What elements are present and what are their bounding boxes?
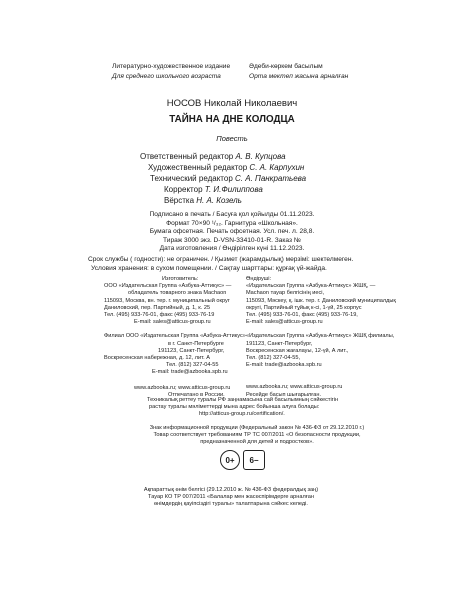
print-line: Формат 70×90 ¹/₃₂. Гарнитура «Школьная». <box>166 219 298 227</box>
cert-line: Техникалық реттеу туралы РФ заңнамасына сай басылымның сәйкестігін <box>147 397 339 403</box>
print-line: Тираж 3000 экз. D-VSN-33410-01-R. Заказ № <box>163 236 301 244</box>
book-title: ТАЙНА НА ДНЕ КОЛОДЦА <box>169 114 295 125</box>
age-rating-0-badge: 0+ <box>220 450 240 470</box>
address-line: «Издательская Группа «Азбука-Аттикус» ЖШҚ, — <box>246 283 376 290</box>
header-left <box>112 63 272 81</box>
address-line: Тел. (812) 327-04-55 <box>166 362 219 369</box>
address-line: округі, Партийный тұйық к-сі, 1-үй, 25 корпус <box>246 304 362 311</box>
header-left-line-2: Для среднего школьного возраста <box>112 73 221 81</box>
footer-line: өнімдердің қауіпсіздігі туралы» талаптарына сәйкес келеді. <box>154 501 308 508</box>
print-line: Дата изготовления / Өндірілген күні 11.12.2023. <box>159 245 305 253</box>
header-right-line-1: Әдеби-көркем басылым <box>249 63 323 70</box>
printed-in: Отпечатано в России. <box>168 391 225 398</box>
editor-line: Технический редактор С. А. Панкратьева <box>150 174 307 183</box>
sign-line: Знак информационной продукции (Федеральный закон № 436-ФЗ от 29.12.2010 г.) <box>149 425 365 431</box>
print-line: Условия хранения: в сухом помещении. / Сақтау шарттары: құрғақ үй-жайда. <box>91 264 327 272</box>
footer-info <box>106 487 356 509</box>
address-line: Филиал ООО «Издательская Группа «Азбука-Аттикус» <box>104 333 246 340</box>
age-rating-6-badge: 6− <box>243 450 265 470</box>
address-line: 115093, Москва, вн. тер. г. муниципальный округ <box>104 297 230 304</box>
editor-line: Корректор Т. И.Филиппова <box>164 185 263 194</box>
print-line: Срок службы ( годности): не ограничен. / Қызмет (жарамдылық) мерзімі: шектелмеген. <box>88 256 354 263</box>
header-right <box>249 63 409 81</box>
col-head: Изготовитель: <box>162 276 199 282</box>
kz-certification <box>147 397 338 419</box>
address-line: E-mail: sales@atticus-group.ru <box>246 319 323 326</box>
address-line: Даниловский, пер. Партийный, д. 1, к. 25 <box>104 304 211 311</box>
header-right-line-2: Орта мектеп жасына арналған <box>249 73 349 81</box>
address-line: Воскресенская набережная, д. 12, лит. А <box>104 355 210 362</box>
storage-info <box>88 256 353 273</box>
editor-line: Вёрстка Н. А. Козель <box>164 196 242 205</box>
print-line: Бумага офсетная. Печать офсетная. Усл. печ. л. 28,8. <box>149 228 315 236</box>
address-line: E-mail: trade@azbooka.spb.ru <box>246 362 322 369</box>
address-line: Тел. (495) 933-76-01, факс (495) 933-76-19, <box>246 312 358 319</box>
col-head: Өндіруші: <box>246 276 272 282</box>
website-line: www.azbooka.ru; www.atticus-group.ru <box>134 384 231 391</box>
cert-line: http://atticus-group.ru/certification/. <box>199 411 285 418</box>
manufacturer-ru <box>104 276 254 399</box>
print-info <box>0 211 464 254</box>
address-line: «Издательская Группа «Азбука-Аттикус» ЖШҚ филиалы, <box>246 333 395 340</box>
author: НОСОВ Николай Николаевич <box>166 98 298 109</box>
editors-block <box>140 151 306 206</box>
website-line: www.azbooka.ru; www.atticus-group.ru <box>246 384 343 391</box>
address-line: обладатель товарного знака Machaon <box>128 290 227 297</box>
address-line: Тел. (812) 327-04-55, <box>246 355 301 362</box>
address-line: 191123, Санкт-Петербург, <box>158 347 225 354</box>
address-line: 191123, Санкт-Петербург, <box>246 340 313 347</box>
genre: Повесть <box>216 134 248 143</box>
address-line: ООО «Издательская Группа «Азбука-Аттикус» — <box>104 283 232 290</box>
address-line: Тел. (495) 933-76-01, факс (495) 933-76-19 <box>104 312 215 319</box>
editor-line: Художественный редактор С. А. Карпухин <box>148 163 305 172</box>
product-sign-info <box>142 425 372 447</box>
address-line: в г. Санкт-Петербурге <box>168 340 224 347</box>
address-line: E-mail: sales@atticus-group.ru <box>134 319 211 326</box>
header-left-line-1: Литературно-художественное издание <box>112 63 231 70</box>
sign-line: Товар соответствует требованиям ТР ТС 007/2011 «О безопасности продукции, <box>153 432 361 439</box>
editor-line: Ответственный редактор А. В. Купцова <box>140 152 286 161</box>
address-line: Machaon тауар белгісінің иесі, <box>246 290 325 297</box>
address-line: 115093, Мәскеу, қ. ішк. тер. г. Даниловский муниципалдық <box>246 297 396 304</box>
print-line: Подписано в печать / Басуға қол қойылды 01.11.2023. <box>149 211 315 218</box>
footer-line: Тауар КО ТР 007/2011 «Балалар мен жасөспірімдерге арналған <box>148 494 314 501</box>
sign-line: предназначенной для детей и подростков». <box>200 439 314 446</box>
address-line: E-mail: trade@azbooka.spb.ru <box>152 369 228 376</box>
printed-in: Ресейде басып шығарылған. <box>246 391 321 398</box>
cert-line: растау туралы мәліметтерді мына адрес бойынша алуға болады: <box>149 404 320 411</box>
manufacturer-kz <box>246 276 406 399</box>
address-line: Воскресенская жағалауы, 12-үй, А лит., <box>246 347 349 354</box>
footer-line: Ақпараттық өнім белгісі (29.12.2010 ж. № 436-ФЗ федералдық заң) <box>143 487 319 493</box>
